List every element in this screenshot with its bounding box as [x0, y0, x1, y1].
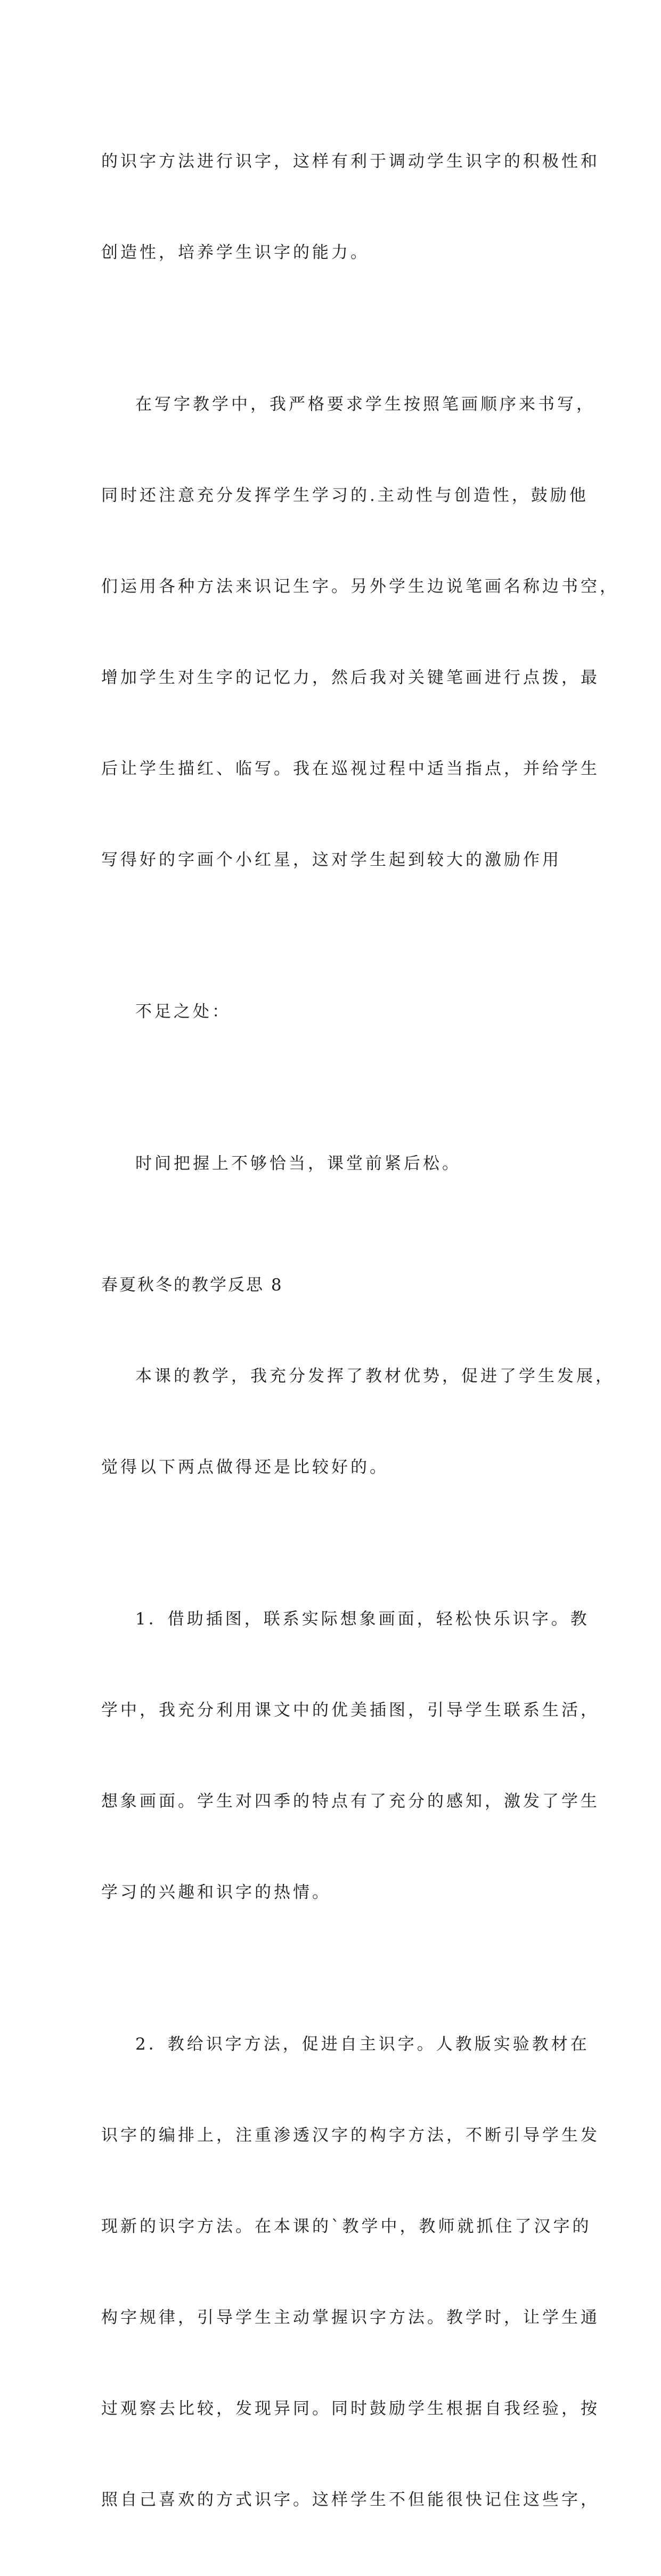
- text-line: 识字的编排上，注重渗透汉字的构字方法，不断引导学生发: [101, 2126, 600, 2145]
- paragraph-point-1: [101, 1543, 600, 1969]
- text-line: 觉得以下两点做得还是比较好的。: [101, 1458, 389, 1477]
- text-line: 在写字教学中，我严格要求学生按照笔画顺序来书写，: [135, 395, 595, 414]
- text-line: 的识字方法进行识字，这样有利于调动学生识字的积极性和: [101, 152, 600, 171]
- text-line: 构字规律，引导学生主动掌握识字方法。教学时，让学生通: [101, 2308, 600, 2327]
- heading-text: 春夏秋冬的教学反思 8: [101, 1275, 283, 1295]
- text-line: 1．借助插图，联系实际想象画面，轻松快乐识字。教: [135, 1610, 590, 1629]
- text-line: 们运用各种方法来识记生字。另外学生边说笔画名称边书空，: [101, 577, 619, 596]
- paragraph-shortcomings: [101, 1088, 565, 1240]
- text-line: 学习的兴趣和识字的热情。: [101, 1883, 331, 1902]
- document-body: [101, 86, 619, 2576]
- text-line: 过观察去比较，发现异同。同时鼓励学生根据自我经验，按: [101, 2399, 600, 2418]
- section-heading: [101, 1270, 565, 1301]
- paragraph-continuation: [101, 86, 600, 329]
- text-line: 学中，我充分利用课文中的优美插图，引导学生联系生活，: [101, 1701, 600, 1720]
- text-line: 时间把握上不够恰当，课堂前紧后松。: [135, 1154, 461, 1173]
- text-line: 2．教给识字方法，促进自主识字。人教版实验教材在: [135, 2035, 590, 2054]
- text-line: 同时还注意充分发挥学生学习的.主动性与创造性，鼓励他: [101, 486, 589, 505]
- text-line: 增加学生对生字的记忆力，然后我对关键笔画进行点拨，最: [101, 668, 600, 687]
- paragraph-intro: [101, 1301, 615, 1543]
- text-line: 写得好的字画个小红星，这对学生起到较大的激励作用: [101, 850, 561, 869]
- text-line: 现新的识字方法。在本课的`教学中，教师就抓住了汉字的: [101, 2217, 592, 2236]
- text-line: 想象画面。学生对四季的特点有了充分的感知，激发了学生: [101, 1792, 600, 1811]
- paragraph-point-2: [101, 1969, 600, 2576]
- paragraph-shortcomings-title: [101, 936, 565, 1088]
- spacer: [101, 1240, 565, 1270]
- text-line: 创造性，培养学生识字的能力。: [101, 243, 370, 262]
- text-line: 不足之处：: [135, 1002, 231, 1021]
- text-line: 照自己喜欢的方式识字。这样学生不但能很快记住这些字，: [101, 2490, 600, 2509]
- paragraph-writing-teaching: [101, 329, 619, 936]
- text-line: 后让学生描红、临写。我在巡视过程中适当指点，并给学生: [101, 759, 600, 778]
- text-line: 本课的教学，我充分发挥了教材优势，促进了学生发展，: [135, 1367, 615, 1386]
